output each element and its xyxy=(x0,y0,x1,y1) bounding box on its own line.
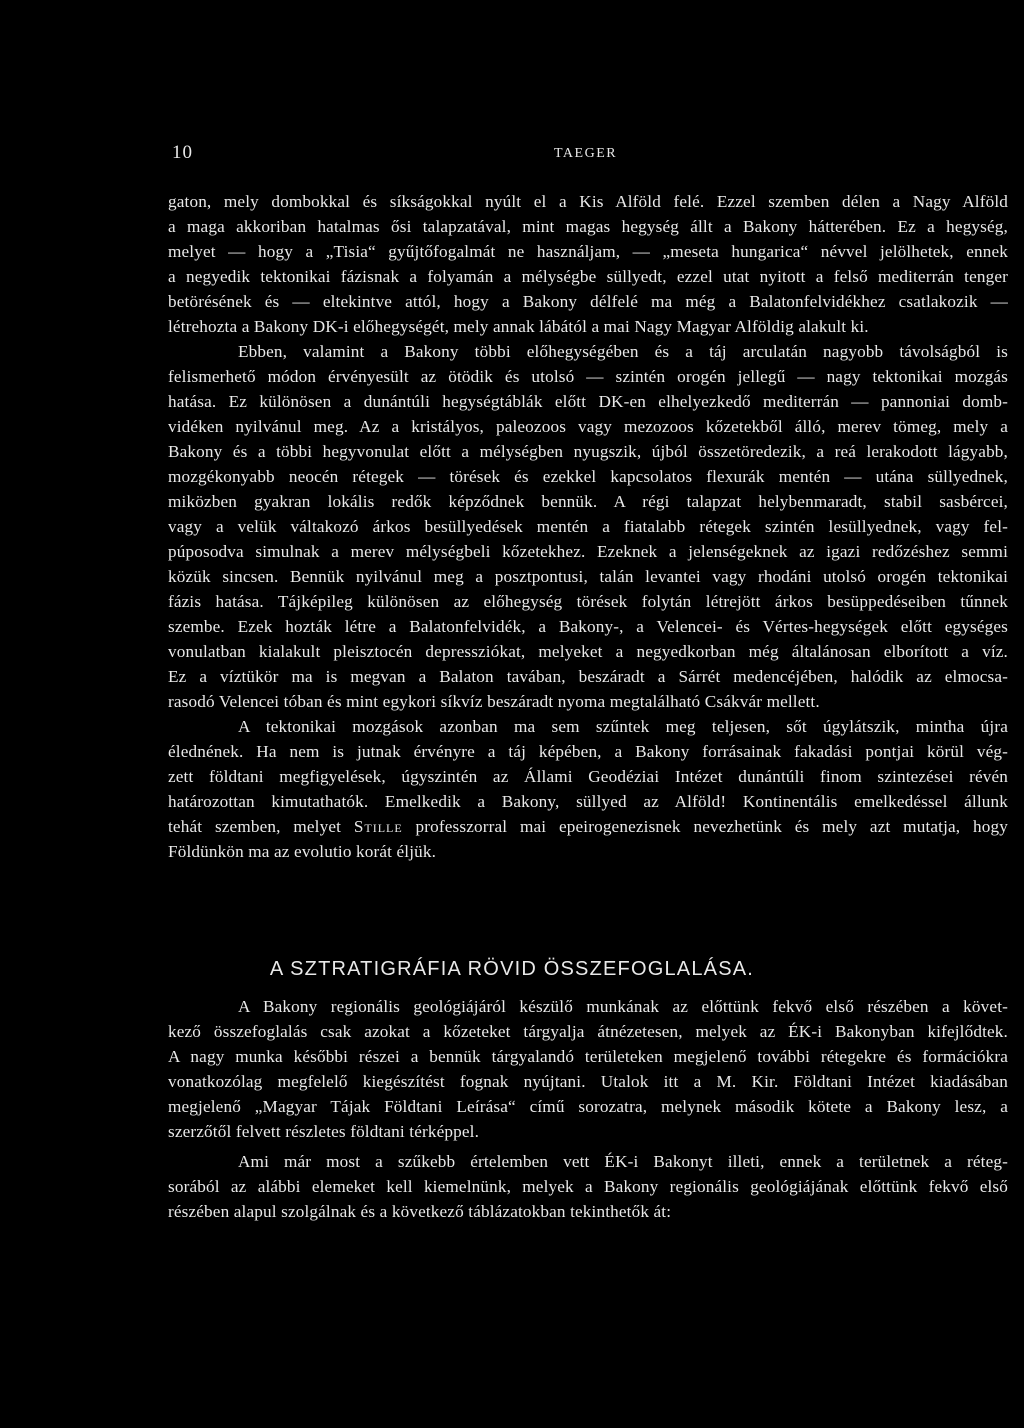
text-line: fázis hatása. Tájképileg különösen az előhegység törések folytán létrejött árkos besüppedéseiben tűnnek xyxy=(168,592,1008,611)
text-line: Földünkön ma az evolutio korát éljük. xyxy=(168,842,437,861)
text-line: mozgékonyabb neocén rétegek — törések és ezekkel kapcsolatos flexurák mentén — utána süllyednek, xyxy=(168,467,1008,486)
text-line: melyet — hogy a „Tisia“ gyűjtőfogalmát ne használjam, — „meseta hungarica“ névvel jelölhetek, ennek xyxy=(168,242,1008,261)
text-line: Ami már most a szűkebb értelemben vett ÉK-i Bakonyt illeti, ennek a területnek a réteg- xyxy=(238,1152,1008,1171)
running-head: TAEGER xyxy=(554,146,618,161)
text-line: betörésének és — eltekintve attól, hogy a Bakony délfelé ma még a Balatonfelvidékhez csatlakozik — xyxy=(168,292,1008,311)
text-line: a negyedik tektonikai fázisnak a folyamán a mélységbe süllyedt, ezzel utat nyitott a felső mediterrán tenger xyxy=(168,267,1008,286)
text-line xyxy=(168,815,1008,839)
text-line: szembe. Ezek hozták létre a Balatonfelvidék, a Bakony-, a Velencei- és Vértes-hegységek előtt egységes xyxy=(168,617,1008,636)
text-line: vonulatban kialakult pleisztocén depressziókat, melyeket a negyedkorban még általánosan elborított a víz. xyxy=(168,642,1008,661)
text-line: A tektonikai mozgások azonban ma sem szűntek meg teljesen, sőt úgylátszik, mintha újra xyxy=(238,717,1008,736)
text-line: felismerhető módon érvényesült az ötödik és utolsó — szintén orogén jellegű — nagy tektonikai mozgás xyxy=(168,367,1008,386)
text-line: szerzőtől felvett részletes földtani térképpel. xyxy=(168,1122,480,1141)
text-line: rasodó Velencei tóban és mint egykori síkvíz beszáradt nyoma megtalálható Csákvár mellett. xyxy=(168,692,820,711)
text-line: létrehozta a Bakony DK-i előhegységét, mely annak lábától a mai Nagy Magyar Alföldig alakult ki. xyxy=(168,317,869,336)
text-line: púposodva simulnak a merev mélységbeli kőzetekhez. Ezeknek a jelenségeknek az igazi redőzéshez semmi xyxy=(168,542,1008,561)
text-line: sorából az alábbi elemeket kell kiemelnünk, melyek a Bakony regionális geológiájának előttünk fekvő első xyxy=(168,1177,1008,1196)
text-line: megjelenő „Magyar Tájak Földtani Leírása“ című sorozatra, melynek második kötete a Bakony lesz, a xyxy=(168,1097,1008,1116)
page-header xyxy=(172,142,1010,168)
text-line: élednének. Ha nem is jutnak érvényre a táj képében, a Bakony forrásainak fakadási pontjai körül vég- xyxy=(168,742,1008,761)
text-line: vonatkozólag megfelelő kiegészítést fognak nyújtani. Utalok itt a M. Kir. Földtani Intézet kiadásában xyxy=(168,1072,1008,1091)
author-name: Stille xyxy=(353,817,403,836)
text-line: részében alapul szolgálnak és a következő táblázatokban tekinthetők át: xyxy=(168,1202,672,1221)
text-line: A Bakony regionális geológiájáról készülő munkának az előttünk fekvő első részében a követ- xyxy=(238,997,1008,1016)
text-line: Ez a víztükör ma is megvan a Balaton tavában, beszáradt a Sárrét medencéjében, halódik az elmocsa- xyxy=(168,667,1008,686)
text-line: közük sincsen. Bennük nyilvánul meg a posztpontusi, talán levantei vagy rhodáni utolsó orogén tektonikai xyxy=(168,567,1008,586)
text-span: professzorral mai epeirogenezisnek nevezhetünk és mely azt mutatja, hogy xyxy=(402,817,1008,836)
page-number: 10 xyxy=(172,142,193,163)
text-line: vagy a velük váltakozó árkos besüllyedések mentén a fiatalabb rétegek szintén lesüllyednek, vagy fel- xyxy=(168,517,1008,536)
text-line: zett földtani megfigyelések, úgyszintén az Állami Geodéziai Intézet dunántúli finom szintezései révén xyxy=(168,767,1008,786)
text-line: vidéken nyilvánul meg. Az a kristályos, paleozoos vagy mezozoos kőzetekből álló, merev tömeg, mely a xyxy=(168,417,1008,436)
section-title: A SZTRATIGRÁFIA RÖVID ÖSSZEFOGLALÁSA. xyxy=(269,958,755,980)
text-line: Bakony és a többi hegyvonulat előtt a mélységben nyugszik, újból összetöredezik, a reá lerakodott lágyabb, xyxy=(168,442,1008,461)
text-line: hatása. Ez különösen a dunántúli hegységtáblák előtt DK-en elhelyezkedő mediterrán — pannoniai domb- xyxy=(168,392,1008,411)
text-line: határozottan kimutathatók. Emelkedik a Bakony, süllyed az Alföld! Kontinentális emelkedéssel állunk xyxy=(168,792,1008,811)
text-line: gaton, mely dombokkal és síkságokkal nyúlt el a Kis Alföld felé. Ezzel szemben délen a Nagy Alföld xyxy=(168,192,1008,211)
text-line: kező összefoglalás csak azokat a kőzeteket tárgyalja átnézetesen, melyek az ÉK-i Bakonyban kifejlődtek. xyxy=(168,1022,1008,1041)
text-line: miközben gyakran lokális redők képződnek bennük. A régi talapzat helybenmaradt, stabil sasbércei, xyxy=(168,492,1008,511)
text-line: Ebben, valamint a Bakony többi előhegységében és a táj arculatán nagyobb távolságból is xyxy=(238,342,1008,361)
text-span: tehát szemben, melyet xyxy=(168,817,354,836)
text-line: A nagy munka későbbi részei a bennük tárgyalandó területeken megjelenő további rétegekre és formációkra xyxy=(168,1047,1008,1066)
text-line: a maga akkoriban hatalmas ősi talapzatával, mint magas hegység állt a Bakony hátterében. Ez a hegység, xyxy=(168,217,1008,236)
